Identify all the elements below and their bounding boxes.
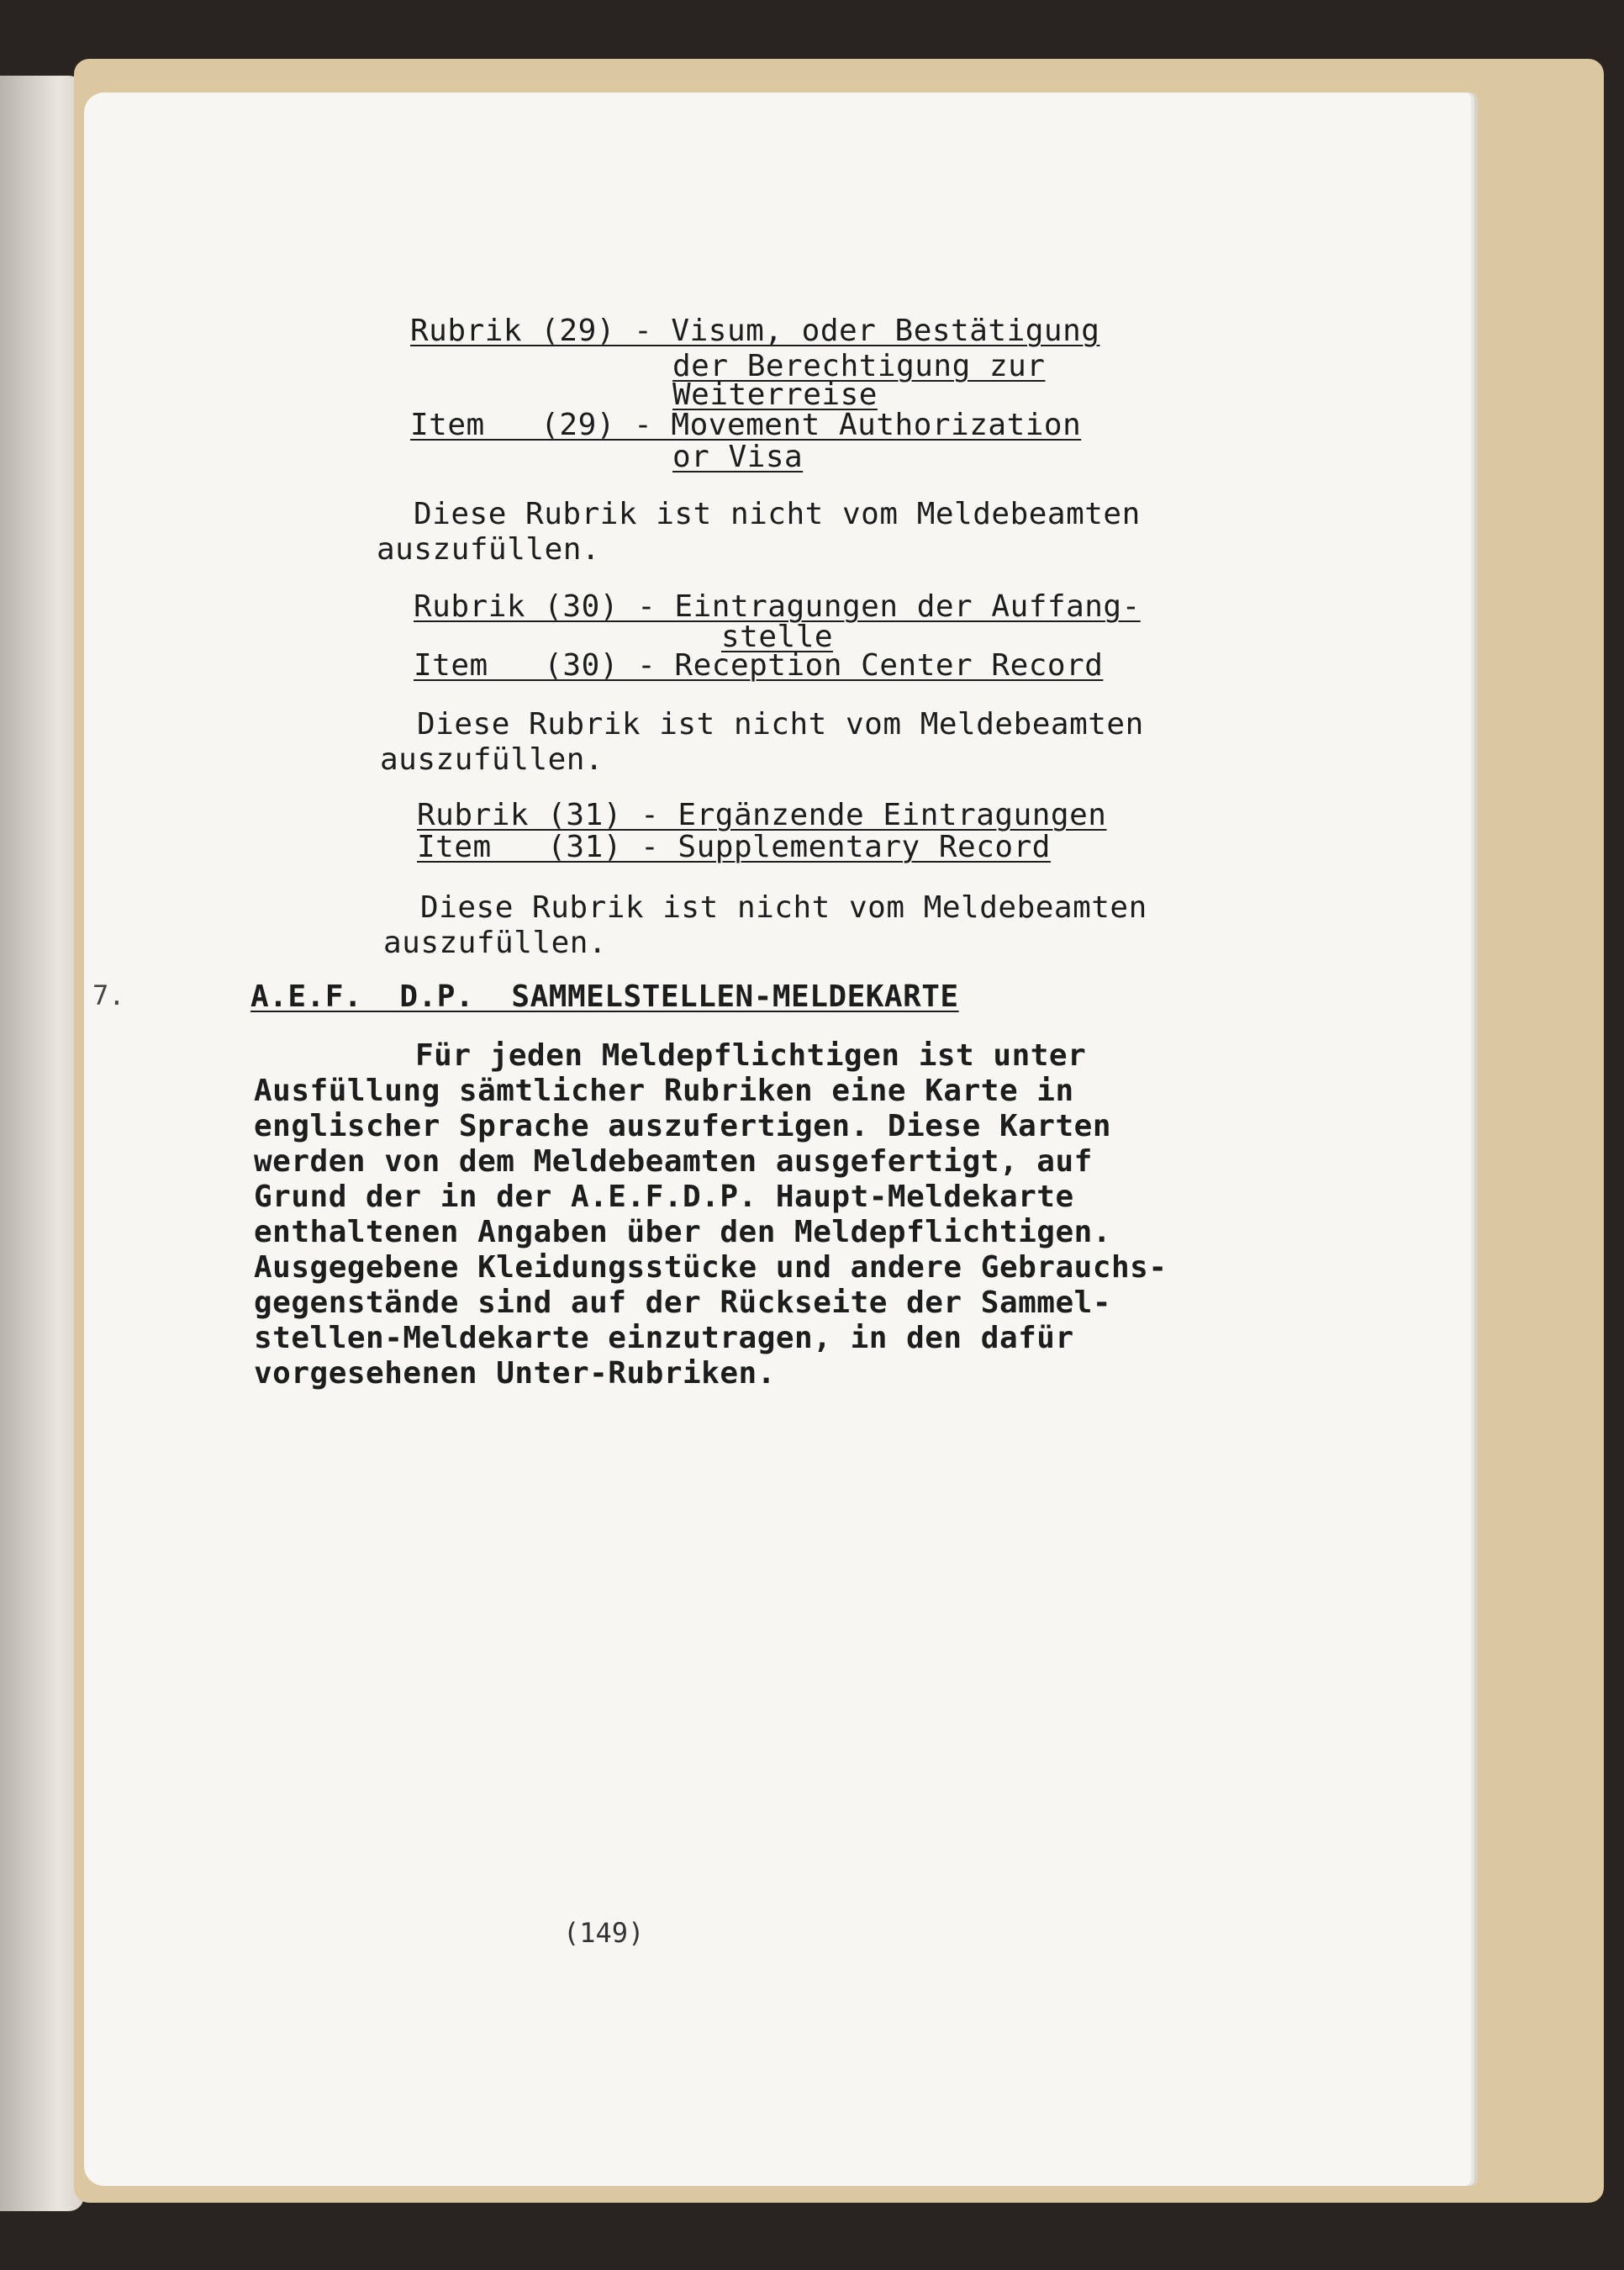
item29-heading-en: Item (29) - Movement Authorization xyxy=(410,408,1082,442)
item29-heading-en-line2: or Visa xyxy=(672,440,804,474)
section-paragraph-line: enthaltenen Angaben über den Meldepflichtigen. xyxy=(254,1215,1111,1249)
section-paragraph-line: werden von dem Meldebeamten ausgefertigt, auf xyxy=(254,1144,1093,1179)
section-title: A.E.F. D.P. SAMMELSTELLEN-MELDEKARTE xyxy=(250,979,959,1014)
page-number: (149) xyxy=(563,1917,645,1949)
section-paragraph-line: Ausfüllung sämtlicher Rubriken eine Karte in xyxy=(254,1074,1074,1108)
item29-heading-de-line2: der Berechtigung zur xyxy=(672,349,1046,383)
section-paragraph-line: gegenstände sind auf der Rückseite der Sammel- xyxy=(254,1285,1111,1320)
section-paragraph-line: Für jeden Meldepflichtigen ist unter xyxy=(415,1038,1087,1073)
item30-heading-de-line2: stelle xyxy=(721,620,834,654)
item30-heading-de: Rubrik (30) - Eintragungen der Auffang- xyxy=(414,589,1141,624)
section-paragraph-line: Grund der in der A.E.F.D.P. Haupt-Meldekarte xyxy=(254,1180,1074,1214)
item30-note: Diese Rubrik ist nicht vom Meldebeamten xyxy=(417,707,1144,742)
section-paragraph-line: stellen-Meldekarte einzutragen, in den dafür xyxy=(254,1321,1074,1355)
item29-note: Diese Rubrik ist nicht vom Meldebeamten xyxy=(414,497,1141,531)
item30-heading-en: Item (30) - Reception Center Record xyxy=(414,648,1104,683)
facing-page-edge xyxy=(0,76,84,2211)
section-paragraph-line: vorgesehenen Unter-Rubriken. xyxy=(254,1356,776,1391)
section-paragraph-line: englischer Sprache auszufertigen. Diese Karten xyxy=(254,1109,1111,1143)
section-paragraph-line: Ausgegebene Kleidungsstücke und andere Gebrauchs- xyxy=(254,1250,1168,1285)
item30-note-line2: auszufüllen. xyxy=(380,742,604,777)
item31-heading-de: Rubrik (31) - Ergänzende Eintragungen xyxy=(417,798,1107,832)
item31-heading-en: Item (31) - Supplementary Record xyxy=(417,830,1051,864)
item29-heading-de: Rubrik (29) - Visum, oder Bestätigung xyxy=(410,314,1100,348)
section-number: 7. xyxy=(92,979,125,1011)
item31-note: Diese Rubrik ist nicht vom Meldebeamten xyxy=(420,890,1147,925)
item29-note-line2: auszufüllen. xyxy=(377,532,601,567)
item29-heading-de-line3: Weiterreise xyxy=(672,377,878,412)
item31-note-line2: auszufüllen. xyxy=(383,926,608,960)
